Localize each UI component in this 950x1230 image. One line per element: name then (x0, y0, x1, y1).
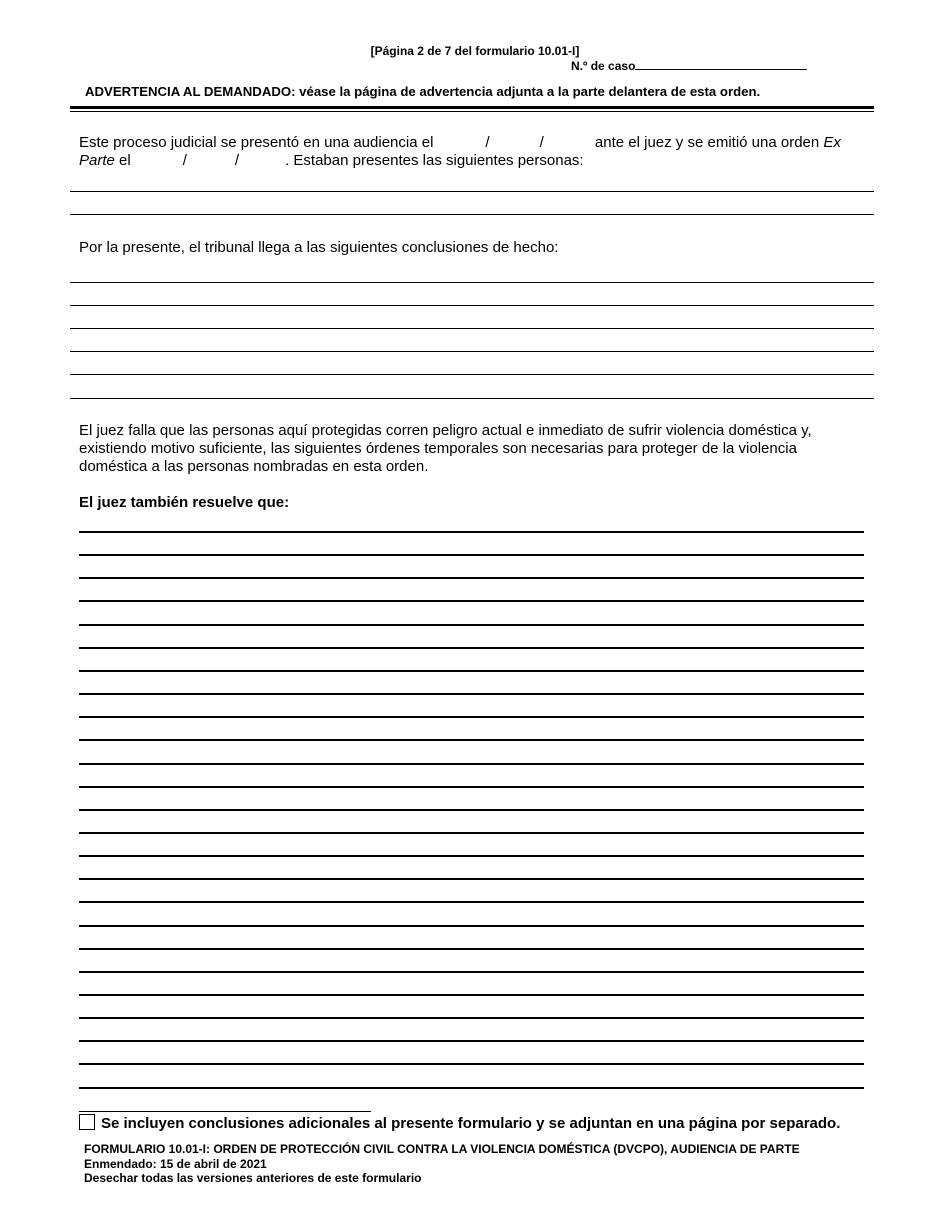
judge-order-line[interactable] (79, 1017, 864, 1019)
header-divider-thick (70, 106, 874, 109)
judge-order-line[interactable] (79, 948, 864, 950)
findings-line[interactable] (70, 328, 874, 329)
judge-order-line[interactable] (79, 925, 864, 927)
discard-notice: Desechar todas las versiones anteriores de este formulario (84, 1171, 422, 1185)
date-slash: / (182, 152, 187, 169)
findings-line[interactable] (70, 305, 874, 306)
defendant-warning: ADVERTENCIA AL DEMANDADO: véase la página de advertencia adjunta a la parte delantera de esta orden. (85, 84, 761, 99)
present-persons-line[interactable] (70, 214, 874, 215)
judge-order-line[interactable] (79, 1087, 864, 1089)
hearing-text-1: Este proceso judicial se presentó en una audiencia el (79, 134, 434, 151)
case-number-input[interactable] (635, 58, 807, 70)
judge-order-line[interactable] (79, 878, 864, 880)
hearing-text-2: ante el juez y se emitió una orden (594, 134, 820, 151)
case-number-label: N.º de caso (571, 59, 636, 73)
judge-order-line[interactable] (79, 832, 864, 834)
judge-order-line[interactable] (79, 577, 864, 579)
hearing-text-el: el (119, 152, 131, 169)
judge-order-line[interactable] (79, 739, 864, 741)
judge-order-line[interactable] (79, 994, 864, 996)
ex-parte-italic: Ex Parte (79, 134, 841, 169)
hearing-text-3: . Estaban presentes las siguientes personas: (285, 152, 584, 169)
findings-intro: Por la presente, el tribunal llega a las siguientes conclusiones de hecho: (79, 239, 559, 256)
judge-order-line[interactable] (79, 693, 864, 695)
page-number-label: [Página 2 de 7 del formulario 10.01-I] (370, 44, 580, 58)
findings-line[interactable] (70, 374, 874, 375)
findings-line[interactable] (70, 282, 874, 283)
header-divider-thin (70, 111, 874, 112)
judge-order-line[interactable] (79, 624, 864, 626)
judge-also-heading: El juez también resuelve que: (79, 494, 290, 511)
amended-date: Enmendado: 15 de abril de 2021 (84, 1156, 267, 1171)
form-title: FORMULARIO 10.01-I: ORDEN DE PROTECCIÓN CIVIL CONTRA LA VIOLENCIA DOMÉSTICA (DVCPO), AUDIENCIA DE PARTE (84, 1142, 800, 1156)
danger-paragraph: El juez falla que las personas aquí protegidas corren peligro actual e inmediato de sufrir violencia doméstica y, existiendo motivo suficiente, las siguientes órdenes temporales son necesarias para proteger de la violencia doméstica a las personas nombradas en esta orden. (79, 422, 812, 475)
judge-order-line[interactable] (79, 600, 864, 602)
judge-order-line[interactable] (79, 531, 864, 533)
date-slash: / (539, 134, 544, 151)
judge-order-line[interactable] (79, 901, 864, 903)
judge-order-line[interactable] (79, 554, 864, 556)
judge-order-line[interactable] (79, 670, 864, 672)
judge-order-line[interactable] (79, 786, 864, 788)
hearing-paragraph (79, 134, 869, 170)
judge-order-line[interactable] (79, 855, 864, 857)
findings-line[interactable] (70, 351, 874, 352)
date-slash: / (234, 152, 240, 169)
judge-order-line[interactable] (79, 1063, 864, 1065)
additional-findings-label: Se incluyen conclusiones adicionales al presente formulario y se adjuntan en una página por separado. (101, 1115, 841, 1132)
present-persons-line[interactable] (70, 191, 874, 192)
judge-order-line[interactable] (79, 1040, 864, 1042)
judge-order-line[interactable] (79, 763, 864, 765)
additional-findings-row (79, 1114, 840, 1132)
case-number-field (571, 58, 807, 73)
judge-order-line[interactable] (79, 716, 864, 718)
form-footer (84, 1142, 800, 1186)
additional-findings-checkbox[interactable] (79, 1114, 95, 1130)
date-slash: / (485, 134, 490, 151)
signature-line (79, 1111, 371, 1112)
judge-order-line[interactable] (79, 809, 864, 811)
judge-order-line[interactable] (79, 647, 864, 649)
judge-order-line[interactable] (79, 971, 864, 973)
findings-line[interactable] (70, 398, 874, 399)
